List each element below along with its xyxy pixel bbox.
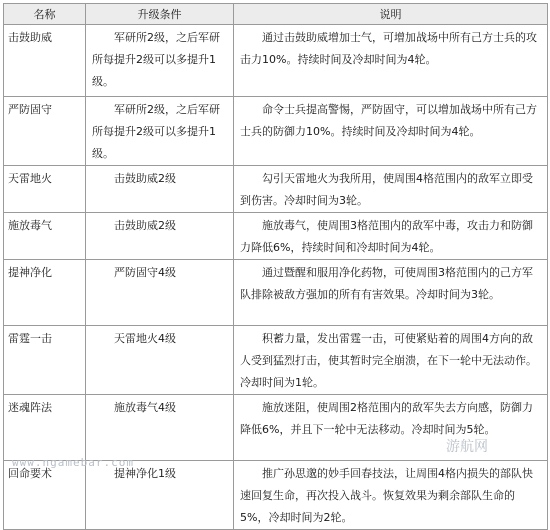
skill-name: 雷霆一击 xyxy=(4,326,86,395)
skill-condition xyxy=(86,166,234,213)
skill-name: 提神净化 xyxy=(4,260,86,326)
skill-description-text: 命令士兵提高警惕，严防固守，可以增加战场中所有己方士兵的防御力10%。持续时间及冷却时间为4轮。 xyxy=(240,103,537,138)
skill-description-text: 通过暨醒和服用净化药物，可使周围3格范围内的己方军队排除被敌方强加的所有有害效果。冷却时间为3轮。 xyxy=(240,266,533,301)
skill-description xyxy=(234,461,548,530)
skill-condition xyxy=(86,97,234,166)
skill-condition-text: 施放毒气4级 xyxy=(114,401,176,414)
watermark-site-name: 游航网 xyxy=(446,439,488,455)
skill-condition-text: 军研所2级，之后军研所每提升2级可以多提升1级。 xyxy=(92,103,220,160)
skill-condition xyxy=(86,25,234,97)
skill-description xyxy=(234,166,548,213)
skill-description xyxy=(234,213,548,260)
skill-condition xyxy=(86,260,234,326)
table-row xyxy=(4,166,548,213)
skill-description xyxy=(234,97,548,166)
table-row xyxy=(4,326,548,395)
skill-description-text: 推广孙思邈的妙手回春技法，让周围4格内损失的部队快速回复生命，再次投入战斗。恢复效果为剩余部队生命的5%，冷却时间为2轮。 xyxy=(240,467,533,524)
skill-description-text: 施放毒气，使周围3格范围内的敌军中毒，攻击力和防御力降低6%，持续时间和冷却时间为4轮。 xyxy=(240,219,533,254)
table-row xyxy=(4,25,548,97)
skill-name: 施放毒气 xyxy=(4,213,86,260)
skill-condition-text: 天雷地火4级 xyxy=(114,332,176,345)
skill-description-text: 施放迷阻，使周围2格范围内的敌军失去方向感，防御力降低6%，并且下一轮中无法移动。冷却时间为5轮。 xyxy=(240,401,533,436)
header-condition: 升级条件 xyxy=(86,4,234,25)
skill-condition-text: 击鼓助威2级 xyxy=(114,219,176,232)
skill-condition xyxy=(86,213,234,260)
skill-condition-text: 提神净化1级 xyxy=(114,467,176,480)
skill-condition xyxy=(86,326,234,395)
table-row xyxy=(4,260,548,326)
skill-condition xyxy=(86,395,234,461)
skill-condition xyxy=(86,461,234,530)
skill-condition-text: 军研所2级，之后军研所每提升2级可以多提升1级。 xyxy=(92,31,220,88)
table-row xyxy=(4,213,548,260)
skill-name: 回命要术 xyxy=(4,461,86,530)
table-row xyxy=(4,97,548,166)
skill-description xyxy=(234,326,548,395)
skill-description xyxy=(234,260,548,326)
skill-description-text: 积蓄力量，发出雷霆一击，可使紧贴着的周围4方向的敌人受到猛烈打击，使其暂时完全崩溃，在下一轮中无法动作。冷却时间为1轮。 xyxy=(240,332,537,389)
skill-description-text: 勾引天雷地火为我所用，使周围4格范围内的敌军立即受到伤害。冷却时间为3轮。 xyxy=(240,172,533,207)
header-description: 说明 xyxy=(234,4,548,25)
skill-description xyxy=(234,25,548,97)
skill-name: 迷魂阵法 xyxy=(4,395,86,461)
skill-name: 严防固守 xyxy=(4,97,86,166)
table-row xyxy=(4,461,548,530)
watermark-site-url: www.ngamebar.com xyxy=(12,456,134,469)
skill-condition-text: 严防固守4级 xyxy=(114,266,176,279)
header-name: 名称 xyxy=(4,4,86,25)
skill-condition-text: 击鼓助威2级 xyxy=(114,172,176,185)
skill-name: 天雷地火 xyxy=(4,166,86,213)
skill-description-text: 通过击鼓助威增加士气，可增加战场中所有己方士兵的攻击力10%。持续时间及冷却时间为4轮。 xyxy=(240,31,537,66)
skill-description xyxy=(234,395,548,461)
skill-name: 击鼓助威 xyxy=(4,25,86,97)
table-header-row xyxy=(4,4,548,25)
